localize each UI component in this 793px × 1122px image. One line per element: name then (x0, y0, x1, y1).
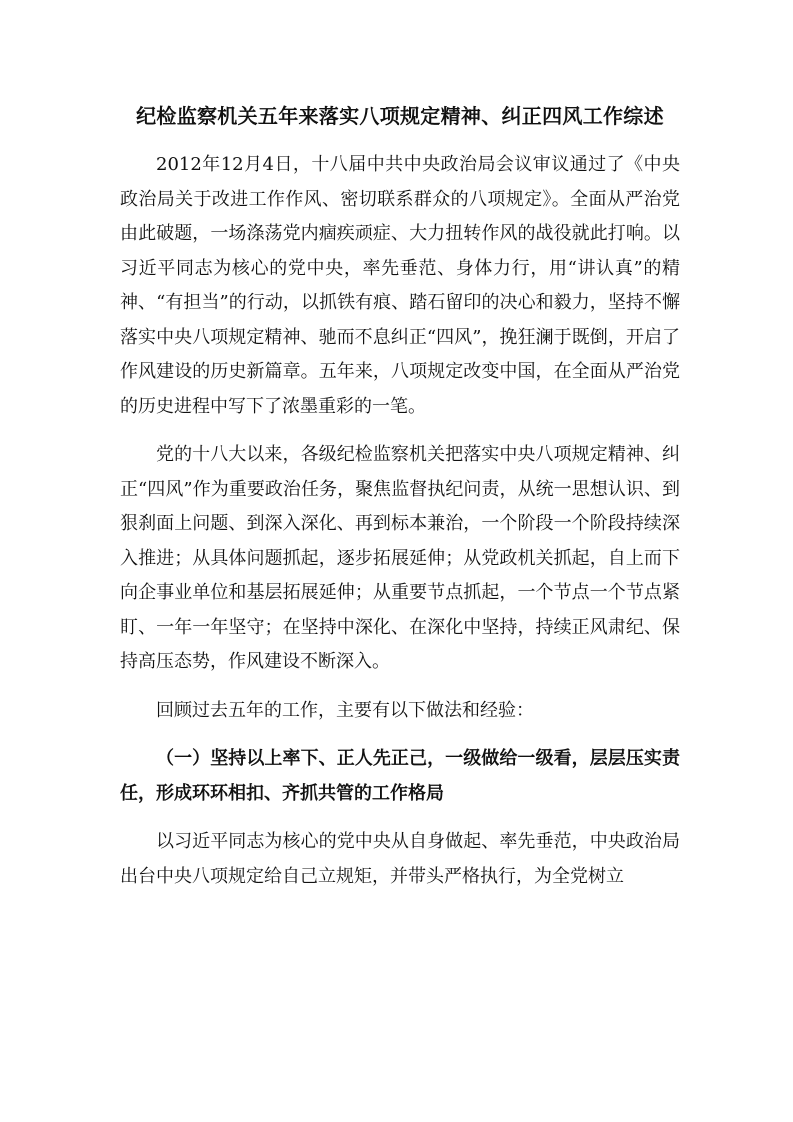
document-body (120, 96, 680, 908)
background-paragraph: 党的十八大以来，各级纪检监察机关把落实中央八项规定精神、纠正“四风”作为重要政治任务，聚焦监督执纪问责，从统一思想认识、到狠刹面上问题、到深入深化、再到标本兼治，一个阶段一个阶段持续深入推进；从具体问题抓起，逐步拓展延伸；从党政机关抓起，自上而下向企事业单位和基层拓展延伸；从重要节点抓起，一个节点一个节点紧盯、一年一年坚守；在坚持中深化、在深化中坚持，持续正风肃纪、保持高压态势，作风建设不断深入。 (120, 444, 680, 672)
section-paragraph: 以习近平同志为核心的党中央从自身做起、率先垂范，中央政治局出台中央八项规定给自己立规矩，并带头严格执行，为全党树立 (120, 831, 680, 887)
section-heading: （一）坚持以上率下、正人先正己，一级做给一级看，层层压实责任，形成环环相扣、齐抓共管的工作格局 (120, 748, 680, 804)
review-lead-paragraph: 回顾过去五年的工作，主要有以下做法和经验： (156, 699, 534, 721)
intro-paragraph: 2012年12月4日，十八届中共中央政治局会议审议通过了《中央政治局关于改进工作作风、密切联系群众的八项规定》。全面从严治党由此破题，一场涤荡党内痼疾顽症、大力扭转作风的战役就此打响。以习近平同志为核心的党中央，率先垂范、身体力行，用“讲认真”的精神、“有担当”的行动，以抓铁有痕、踏石留印的决心和毅力，坚持不懈落实中央八项规定精神、驰而不息纠正“四风”，挽狂澜于既倒，开启了作风建设的历史新篇章。五年来，八项规定改变中国，在全面从严治党的历史进程中写下了浓墨重彩的一笔。 (120, 154, 680, 417)
document-title: 纪检监察机关五年来落实八项规定精神、纠正四风工作综述 (136, 104, 664, 128)
